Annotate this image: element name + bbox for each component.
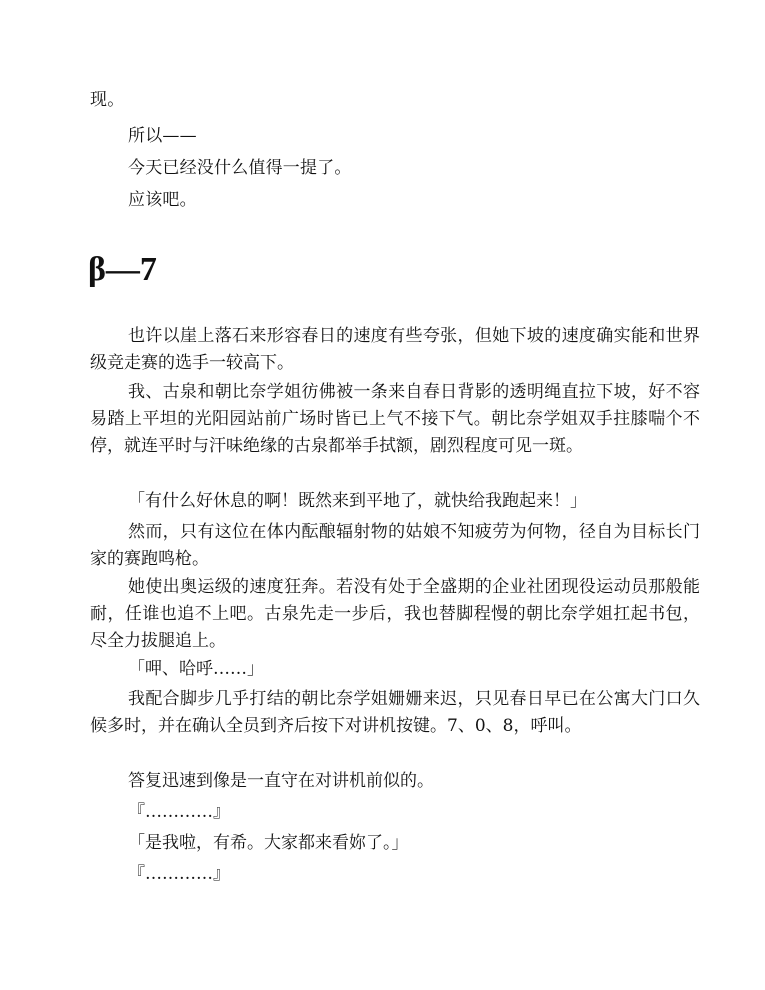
text-line-continuation: 现。: [90, 90, 125, 110]
paragraph: 也许以崖上落石来形容春日的速度有些夸张，但她下坡的速度确实能和世界级竞走赛的选手一较高下。: [90, 326, 700, 373]
paragraph: 「有什么好休息的啊！既然来到平地了，就快给我跑起来！」: [128, 491, 587, 511]
paragraph: 「是我啦，有希。大家都来看妳了。」: [128, 833, 409, 853]
paragraph: 答复迅速到像是一直守在对讲机前似的。: [128, 771, 434, 791]
paragraph: 我、古泉和朝比奈学姐彷佛被一条来自春日背影的透明绳直拉下坡，好不容易踏上平坦的光阳园站前广场时皆已上气不接下气。朝比奈学姐双手拄膝喘个不停，就连平时与汗味绝缘的古泉都举手拭额，剧烈程度可见一斑。: [90, 382, 700, 456]
text-line-maybe: 应该吧。: [128, 190, 197, 210]
section-heading: β—7: [88, 251, 157, 288]
text-line-today: 今天已经没什么值得一提了。: [128, 158, 352, 178]
paragraph: 『…………』: [128, 864, 230, 884]
paragraph: 她使出奥运级的速度狂奔。若没有处于全盛期的企业社团现役运动员那般能耐，任谁也追不上吧。古泉先走一步后，我也替脚程慢的朝比奈学姐扛起书包，尽全力拔腿追上。: [90, 577, 700, 651]
paragraph: 我配合脚步几乎打结的朝比奈学姐姗姗来迟，只见春日早已在公寓大门口久候多时，并在确认全员到齐后按下对讲机按键。7、0、8，呼叫。: [90, 689, 700, 736]
paragraph: 「呷、哈呼……」: [128, 659, 264, 679]
paragraph: 『…………』: [128, 802, 230, 822]
text-line-suoyi: 所以——: [128, 126, 197, 146]
paragraph: 然而，只有这位在体内酝酿辐射物的姑娘不知疲劳为何物，径自为目标长门家的赛跑鸣枪。: [90, 522, 700, 569]
